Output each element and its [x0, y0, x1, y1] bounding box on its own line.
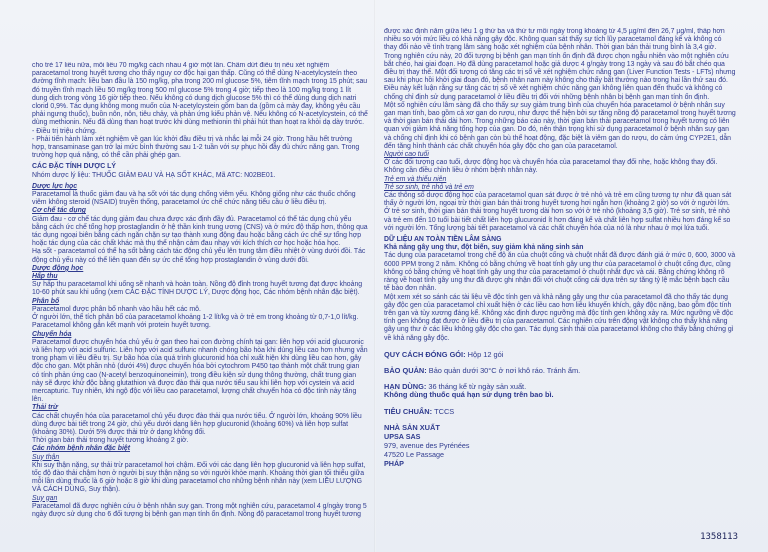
subheading-pharmacokinetics: Dược động học — [32, 264, 84, 272]
mechanism-antipyretic-text: Hạ sốt - paracetamol có thể hạ sốt bằng cách tác động chủ yếu lên trung tâm điều nhiệt ở vùng dưới đồi. Tác động chủ yếu này có thể liên quan đến sự ức chế tổng hợp prostaglandin ở vùng dưới đồi. — [32, 248, 366, 264]
bullet-liver-tests: - Phải tiến hành làm xét nghiệm về gan lúc khởi đầu điều trị và nhắc lại mỗi 24 giờ. Trong hầu hết trường hợp, transaminase gan trở lại mức bình thường sau 1-2 tuần với sự phục hồi đầy đủ chức năng gan. Trong trường hợp quá nặng, có thể cần phải ghép gan. — [32, 135, 360, 160]
subheading-carcinogenicity: Khả năng gây ung thư, đột biến, suy giảm khả năng sinh sản — [384, 244, 584, 252]
subheading-excretion: Thải trừ — [32, 404, 58, 412]
subheading-renal: Suy thận — [32, 453, 60, 461]
subheading-mechanism: Cơ chế tác dụng — [32, 207, 87, 215]
elderly-text: Ở các đối tượng cao tuổi, dược động học và chuyển hóa của paracetamol thay đổi nhẹ, hoặc không thay đổi. Không cần điều chỉnh liều ở nhóm bệnh nhân này. — [384, 159, 718, 175]
packaging-line — [384, 351, 736, 359]
packaging-value: Hộp 12 gói — [467, 349, 504, 359]
absorption-text: Sự hấp thu paracetamol khi uống sẽ nhanh và hoàn toàn. Nồng độ đỉnh trong huyết tương đạt được khoảng 10-60 phút sau khi uống (xem CÁC ĐẶC TÍNH DƯỢC LÝ, Dược động học, Các nhóm bệnh nhân đặc biệt). — [32, 281, 363, 297]
subheading-absorption: Hấp thu — [32, 273, 58, 281]
subheading-pharmacodynamics: Dược lực học — [32, 182, 78, 190]
bullet-symptom: - Điều trị triệu chứng. — [32, 127, 97, 135]
print-code: 1358113 — [700, 532, 738, 542]
renal-text: Khi suy thận nặng, sự thải trừ paracetamol hơi chậm. Đối với các dạng liên hợp glucuronid và liên hợp sulfat, tốc độ đào thải chậm hơn ở người bị suy thận nặng so với người khỏe mạnh. Khoảng thời gian tối thiểu giữa mỗi lần dùng thuốc là 6 giờ hoặc 8 giờ khi dùng paracetamol cho những bệnh nhân này (xem LIỀU LƯỢNG VÀ CÁCH DÙNG, Suy thận). — [32, 461, 366, 494]
distribution-text-1: Paracetamol được phân bố nhanh vào hầu hết các mô. — [32, 305, 201, 313]
pharmacodynamics-text: Paracetamol là thuốc giảm đau và hạ sốt với tác dụng chống viêm yếu. Không giống như các thuốc chống viêm không steroid (NSAID) truyền thống, paracetamol ức chế chức năng tiểu cầu ở liều điều trị. — [32, 191, 356, 207]
carcinogenicity-text-2: Một xem xét so sánh các tài liệu về độc tính gen và khả năng gây ung thư của paracetamol đã cho thấy tác dụng gây độc gen của paracetamol chỉ xuất hiện ở các liều cao hơn liều khuyến khích, gây độc nặng, bao gồm độc tính trên gan và tủy xương đáng kể. Không xác định được ngưỡng mà độc tính gen không xảy ra. Mức ngưỡng về độc tính gen không đạt được ở liều điều trị của paracetamol. Các nghiên cứu trên động vật không cho thấy khả năng gây ung thư ở các liều không gây độc cho gan. Tác dụng sinh thái của paracetamol không cho thấy bằng chứng gì về khả năng gây độc. — [384, 293, 734, 342]
storage-label: BẢO QUẢN: — [384, 365, 427, 375]
half-life-text: Thời gian bán thải trong huyết tương khoảng 2 giờ. — [32, 437, 189, 445]
subheading-children: Trẻ em và thiếu niên — [384, 175, 447, 183]
heading-preclinical-safety: DỮ LIỆU AN TOÀN TIỀN LÂM SÀNG — [384, 236, 502, 244]
packaging-label: QUY CÁCH ĐÓNG GÓI: — [384, 349, 466, 359]
subheading-special-populations: Các nhóm bệnh nhân đặc biệt — [32, 445, 131, 453]
hepatic-text: Paracetamol đã được nghiên cứu ở bệnh nhân suy gan. Trong một nghiên cứu, paracetamol 4 g/ngày trong 5 ngày được sử dụng cho 6 đối tượng bị bệnh gan mạn tính ổn định. Nồng độ paracetamol trong huyết tương — [32, 502, 367, 518]
standard-line — [384, 408, 736, 416]
subheading-hepatic: Suy gan — [32, 494, 58, 502]
carcinogenicity-text-1: Tác dụng của paracetamol trong chế độ ăn của chuột cống và chuột nhắt đã được đánh giá ở mức 0, 600, 3000 và 6000 PPM trong 2 năm. Không có bằng chứng về hoạt tính gây ung thư của paracetamol ở chuột cống đực, cũng không có bằng chứng về hoạt tính gây ung thư của paracetamol ở chuột nhắt đực và cái. Bằng chứng không rõ ràng về hoạt tính gây ung thư đã được ghi nhận đối với chuột cống cái dựa trên sự tăng tỷ lệ mắc bệnh bạch cầu tế bào đơn nhân. — [384, 252, 736, 293]
hepatic-study-text: Trong nghiên cứu này, 20 đối tượng bị bệnh gan mạn tính ổn định đã được chọn ngẫu nhiên vào một nghiên cứu bắt chéo, hai giai đoạn. Họ đã dùng paracetamol hoặc giả dược 4 g/ngày trong 13 ngày và sau đó bắt chéo qua điều trị thay thế. Một đối tượng có tăng các trị số về xét nghiệm chức năng gan (Liver Function Tests - LFTs) nhưng sau khi phục hồi khởi giai đoạn đó, bệnh nhân nam này không cho thấy bất thường nào trong hai lần thử sau đó. Điều này kết luận rằng sự tăng các trị số về xét nghiệm chức năng gan không liên quan đến thuốc và không có chống chỉ định sử dụng paracetamol ở liều điều trị đối với những bệnh nhân bị bệnh gan mạn tính ổn định. — [384, 52, 736, 101]
expiry-note: Không dùng thuốc quá hạn sử dụng trên bao bì. — [384, 390, 554, 400]
distribution-text-2: Ở người lớn, thể tích phân bố của paracetamol khoảng 1-2 lít/kg và ở trẻ em trong khoảng từ 0,7-1,0 lít/kg. Paracetamol không gắn kết mạnh với protein huyết tương. — [32, 314, 359, 330]
children-text: Các thông số dược động học của paracetamol quan sát được ở trẻ nhỏ và trẻ em cũng tương tự như đã quan sát thấy ở người lớn, ngoại trừ thời gian bán thải trong huyết tương hơi ngắn hơn (khoảng 2 giờ) so với ở người lớn. Ở trẻ sơ sinh, thời gian bán thải trong huyết tương dài hơn so với ở trẻ nhỏ (khoảng 3,5 giờ). Trẻ sơ sinh, trẻ nhỏ và trẻ em đến 10 tuổi bài tiết chất liên hợp glucuronid ít hơn đáng kể và chất liên hợp sulfat nhiều hơn đáng kể so với người lớn. Tổng lượng bài tiết paracetamol và các chất chuyển hóa của nó là như nhau ở mọi lứa tuổi. — [384, 192, 732, 232]
subheading-neonates: Trẻ sơ sinh, trẻ nhỏ và trẻ em — [384, 183, 474, 191]
standard-label: TIÊU CHUẨN: — [384, 406, 433, 416]
manufacturer-country: PHÁP — [384, 458, 404, 468]
metabolism-text: Paracetamol được chuyển hóa chủ yếu ở gan theo hai con đường chính tại gan: liên hợp với acid glucuronic và liên hợp với acid sulfuric. Liên hợp với acid sulfuric nhanh chóng bão hòa khi dùng liều cao hơn nhưng vẫn trong phạm vi liều điều trị. Sự bão hòa của quá trình glucuronid hóa chỉ xuất hiện khi dùng liều cao hơn, gây độc cho gan. Một phần nhỏ (dưới 4%) được chuyển hóa bởi cytochrom P450 tạo thành một chất trung gian có tính phản ứng cao (N-acetyl benzoquinoneimin), trong điều kiện sử dụng thông thường, chất trung gian này sẽ được khử độc bằng glutathion và được đào thải qua nước tiểu sau khi liên hợp với cystein và acid mercapturic. Tuy nhiên, khi ngộ độc với liều cao paracetamol, lượng chất chuyển hóa có độc tính này tăng lên. — [32, 338, 368, 404]
heading-pharmacology: CÁC ĐẶC TÍNH DƯỢC LÝ — [32, 163, 116, 171]
manufacturer-address-2: 47520 Le Passage — [384, 449, 444, 459]
subheading-metabolism: Chuyển hóa — [32, 330, 72, 338]
page-fold — [374, 0, 376, 552]
storage-value: Bảo quản dưới 30°C ở nơi khô ráo. Tránh ẩm. — [428, 365, 581, 375]
subheading-elderly: Người cao tuổi — [384, 151, 429, 159]
hepatic-clinical-text: Một số nghiên cứu lâm sàng đã cho thấy sự suy giảm trung bình của chuyển hóa paracetamol ở bệnh nhân suy gan mạn tính, bao gồm cả xơ gan do rượu, như được thể hiện bởi sự tăng nồng độ paracetamol trong huyết tương và thời gian bán thải dài hơn. Trong những báo cáo này, thời gian bán thải paracetamol trong huyết tương có liên quan với giảm khả năng tổng hợp của gan. Do đó, nên thận trọng khi sử dụng paracetamol ở bệnh nhân suy gan và chống chỉ định khi có bệnh gan còn bù thể hoạt động, đặc biệt là viêm gan do rượu, do cảm ứng CYP2E1, dẫn đến tăng hình thành các chất chuyển hóa gây độc cho gan của paracetamol. — [384, 101, 736, 150]
standard-value: TCCS — [434, 406, 455, 416]
atc-line: Nhóm dược lý liệu: THUỐC GIẢM ĐAU VÀ HẠ SỐT KHÁC, Mã ATC: N02BE01. — [32, 171, 276, 179]
expiry-value: 36 tháng kể từ ngày sản xuất. — [428, 382, 527, 392]
manufacturer-address-1: 979, avenue des Pyrénées — [384, 440, 470, 450]
manufacturer-name: UPSA SAS — [384, 431, 421, 441]
manufacturer-label: NHÀ SẢN XUẤT — [384, 422, 440, 432]
overdose-treatment-text: cho trẻ 17 liều nữa, mỗi liều 70 mg/kg cách nhau 4 giờ một lần. Chấm dứt điều trị nếu xét nghiệm paracetamol trong huyết tương cho thấy nguy cơ độc hại gan thấp. Cũng có thể dùng N-acetylcysteín theo đường tĩnh mạch: liều ban đầu là 150 mg/kg, pha trong 200 ml glucose 5%, tiêm tĩnh mạch trong 15 phút; sau đó truyền tĩnh mạch liều 50 mg/kg trong 500 ml glucose 5% trong 4 giờ; tiếp theo là 100 mg/kg trong 1 lít dung dịch trong vòng 16 giờ tiếp theo. Nếu không có dung dịch glucose 5% thì có thể dùng dung dịch natri clorid 0,9%. Tác dụng không mong muốn của N-acetylcystein gồm ban da (gồm cả mày đay, không yêu cầu phải ngưng thuốc), buồn nôn, nôn, tiêu chảy, và phản ứng kiểu phản vệ. Nếu không có N-acetylcystein, có thể dùng methionin. Nếu đã dùng than hoạt trước khi dùng methionin thì phải hút than hoạt ra khỏi dạ dày trước. — [32, 62, 368, 127]
left-column — [32, 62, 368, 546]
subheading-distribution: Phân bố — [32, 297, 60, 305]
right-column — [384, 28, 736, 546]
storage-line — [384, 367, 736, 375]
hepatic-continued-text: được xác định nằm giữa liều 1 g thứ ba và thứ tư mỗi ngày trong khoảng từ 4,5 µg/ml đến 26,7 µg/ml, thấp hơn nhiều so với mức liều có khả năng gây độc. Không quan sát thấy sự tích lũy paracetamol đáng kể và không có thay đổi nào về tình trạng lâm sàng hoặc xét nghiệm của bệnh nhân. Thời gian bán thải trung bình là 3,4 giờ. — [384, 28, 725, 52]
excretion-text: Các chất chuyển hóa của paracetamol chủ yếu được đào thải qua nước tiểu. Ở người lớn, khoảng 90% liều dùng được bài tiết trong 24 giờ, chủ yếu dưới dạng liên hợp glucuronid (khoảng 60%) và liên hợp sulfat (khoảng 30%). Dưới 5% được thải trừ ở dạng không đổi. — [32, 412, 362, 436]
mechanism-analgesia-text: Giảm đau - cơ chế tác dụng giảm đau chưa được xác định đầy đủ. Paracetamol có thể tác dụng chủ yếu bằng cách ức chế tổng hợp prostaglandin ở hệ thần kinh trung ương (CNS) và ở mức độ thấp hơn, thông qua tác dụng ngoại biên bằng cách ngăn chặn sự tạo thành xung động đau hoặc bằng cách ức chế sự tổng hợp hoặc tác dụng của các chất khác mà thụ thể nhận cảm đau nhạy với kích thích cơ học hoặc hóa học. — [32, 215, 368, 248]
expiry-label: HẠN DÙNG: — [384, 382, 427, 392]
